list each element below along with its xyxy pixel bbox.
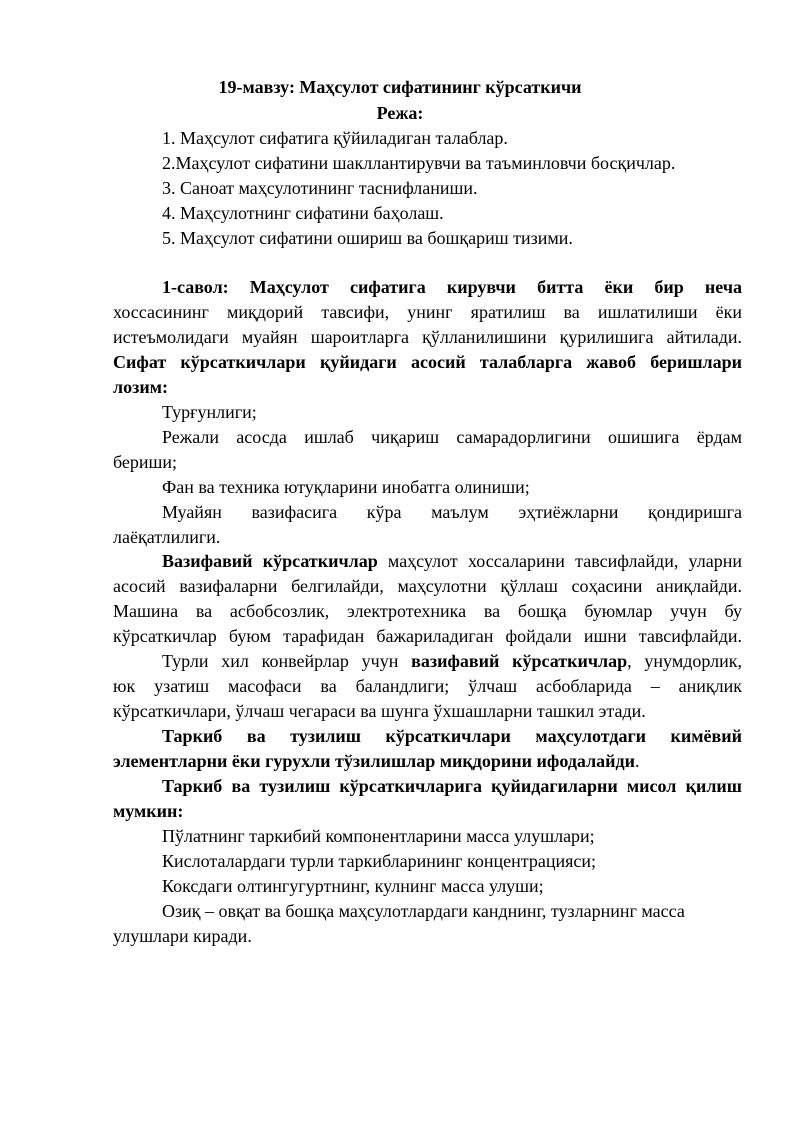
requirement-item: лаёқатлилиги.	[113, 527, 221, 547]
structure-indicators-line: Таркиб ва тузилиш кўрсаткичлари маҳсулотдаги кимёвий	[162, 726, 742, 746]
conveyor-line: юк узатиш масофаси ва баландлиги; ўлчаш асбобларида – аниқлик	[113, 676, 742, 696]
functional-indicators-term: вазифавий кўрсаткичлар	[411, 651, 628, 671]
conveyor-line	[162, 649, 742, 674]
requirement-item: бериши;	[113, 452, 178, 472]
paragraph-text: .	[635, 751, 640, 771]
functional-indicators-line: асосий вазифаларни белгилайди, маҳсулотни қўллаш соҳасини аниқлайди.	[113, 576, 742, 596]
plan-item: 3. Саноат маҳсулотининг таснифланиши.	[162, 178, 478, 198]
question-1-line: истеъмолидаги муайян шароитларга қўлланилишини қурилишига айтилади.	[113, 327, 742, 347]
requirement-item: Турғунлиги;	[162, 402, 257, 422]
requirement-item: Муайян вазифасига кўра маълум эҳтиёжларни қондиришга	[162, 502, 742, 522]
plan-heading: Режа:	[376, 103, 424, 123]
examples-heading: мумкин:	[113, 801, 184, 821]
plan-item: 2.Маҳсулот сифатини шакллантирувчи ва таъминловчи босқичлар.	[162, 153, 676, 173]
plan-item: 4. Маҳсулотнинг сифатини баҳолаш.	[162, 203, 444, 223]
functional-indicators-line	[162, 549, 742, 574]
paragraph-text: , унумдорлик,	[627, 651, 742, 671]
quality-requirements-heading: Сифат кўрсаткичлари қуйидаги асосий талабларга жавоб беришлари	[113, 352, 742, 372]
paragraph-text: маҳсулот хоссаларини тавсифлайди, уларни	[377, 551, 742, 571]
example-item: Озиқ – овқат ва бошқа маҳсулотлардаги канднинг, тузларнинг масса	[162, 901, 685, 921]
functional-indicators-term: Вазифавий кўрсаткичлар	[162, 551, 378, 571]
functional-indicators-line: Машина ва асбобсозлик, электротехника ва бошқа буюмлар учун бу	[113, 601, 742, 621]
example-item: Кислоталардаги турли таркибларининг концентрацияси;	[162, 851, 597, 871]
example-item: Пўлатнинг таркибий компонентларини масса улушлари;	[162, 826, 595, 846]
structure-indicators-term: элементларни ёки гурухли тўзилишлар миқдорини ифодалайди	[113, 751, 636, 771]
structure-indicators-line	[113, 749, 640, 774]
question-1-line: 1-савол: Маҳсулот сифатига кирувчи битта ёки бир неча	[162, 277, 742, 297]
page-title: 19-мавзу: Маҳсулот сифатининг кўрсаткичи	[218, 77, 582, 97]
requirement-item: Режали асосда ишлаб чиқариш самарадорлигини ошишига ёрдам	[162, 427, 742, 447]
example-item: улушлари киради.	[113, 926, 252, 946]
quality-requirements-heading: лозим:	[113, 377, 168, 397]
paragraph-text: Турли хил конвейрлар учун	[162, 651, 412, 671]
functional-indicators-line: кўрсаткичлар буюм тарафидан бажариладиган фойдали ишни тавсифлайди.	[113, 626, 742, 646]
examples-heading: Таркиб ва тузилиш кўрсаткичларига қуйидагиларни мисол қилиш	[162, 776, 742, 796]
requirement-item: Фан ва техника ютуқларини инобатга олиниши;	[162, 477, 530, 497]
example-item: Коксдаги олтингугуртнинг, кулнинг масса улуши;	[162, 876, 544, 896]
question-1-line: хоссасининг миқдорий тавсифи, унинг яратилиш ва ишлатилиши ёки	[113, 302, 742, 322]
conveyor-line: кўрсаткичлари, ўлчаш чегараси ва шунга ўхшашларни ташкил этади.	[113, 701, 646, 721]
plan-item: 1. Маҳсулот сифатига қўйиладиган талаблар.	[162, 128, 508, 148]
plan-item: 5. Маҳсулот сифатини ошириш ва бошқариш тизими.	[162, 228, 573, 248]
